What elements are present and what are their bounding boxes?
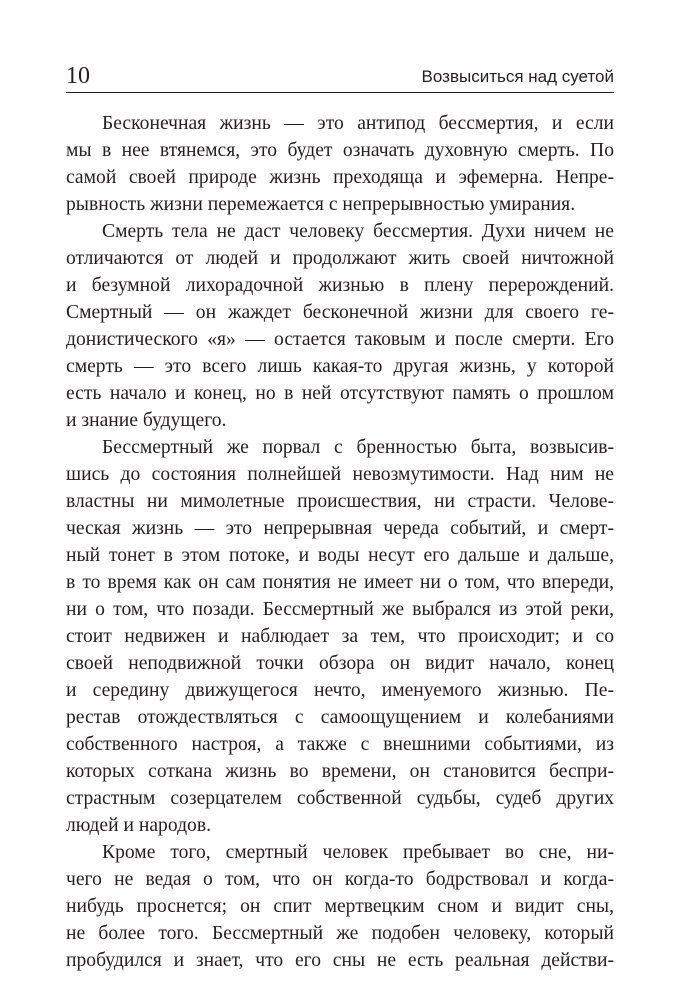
text-line: собственного настроя, а также с внешними событиями, из	[66, 734, 614, 755]
text-line: самой своей природе жизнь преходяща и эфемерна. Непре-	[66, 167, 614, 188]
text-line: донистического «я» — остается таковым и после смерти. Его	[66, 329, 614, 350]
text-body	[66, 110, 614, 974]
text-line: людей и народов.	[66, 815, 211, 836]
text-line: которых соткана жизнь во времени, он становится беспри-	[66, 761, 614, 782]
paragraph	[66, 839, 614, 974]
header-rule	[66, 92, 614, 93]
text-line: ни о том, что позади. Бессмертный же выбрался из этой реки,	[66, 599, 614, 620]
paragraph	[66, 218, 614, 434]
text-line: ческая жизнь — это непрерывная череда событий, и смерт-	[66, 518, 614, 539]
paragraph	[66, 434, 614, 839]
running-title: Возвыситься над суетой	[421, 67, 614, 86]
text-line: чего не ведая о том, что он когда-то бодрствовал и когда-	[66, 869, 614, 890]
text-line: ный тонет в этом потоке, и воды несут его дальше и дальше,	[66, 545, 614, 566]
paragraph	[66, 110, 614, 218]
text-line: не более того. Бессмертный же подобен человеку, который	[66, 923, 614, 944]
text-line: и знание будущего.	[66, 410, 227, 431]
text-line: смерть — это всего лишь какая-то другая жизнь, у которой	[66, 356, 614, 377]
page-header	[66, 62, 614, 92]
text-line: шись до состояния полнейшей невозмутимости. Над ним не	[66, 464, 614, 485]
text-line: Кроме того, смертный человек пребывает во сне, ни-	[102, 842, 614, 863]
text-line: мы в нее втянемся, это будет означать духовную смерть. По	[66, 140, 614, 161]
text-line: и середину движущегося нечто, именуемого жизнью. Пе-	[66, 680, 614, 701]
text-line: Бессмертный же порвал с бренностью быта, возвысив-	[102, 437, 614, 458]
text-line: рестав отождествляться с самоощущением и колебаниями	[66, 707, 614, 728]
text-line: пробудился и знает, что его сны не есть реальная действи-	[66, 950, 614, 971]
text-line: нибудь проснется; он спит мертвецким сном и видит сны,	[66, 896, 614, 917]
text-line: властны ни мимолетные происшествия, ни страсти. Челове-	[66, 491, 614, 512]
text-line: стоит недвижен и наблюдает за тем, что происходит; и со	[66, 626, 614, 647]
text-line: Смерть тела не даст человеку бессмертия. Духи ничем не	[102, 221, 614, 242]
text-line: в то время как он сам понятия не имеет ни о том, что впереди,	[66, 572, 614, 593]
text-line: и безумной лихорадочной жизнью в плену перерождений.	[66, 275, 614, 296]
text-line: Смертный — он жаждет бесконечной жизни для своего ге-	[66, 302, 614, 323]
text-line: страстным созерцателем собственной судьбы, судеб других	[66, 788, 614, 809]
page-number: 10	[66, 63, 90, 89]
text-line: Бесконечная жизнь — это антипод бессмертия, и если	[102, 113, 614, 134]
text-line: есть начало и конец, но в ней отсутствуют память о прошлом	[66, 383, 614, 404]
text-line: рывность жизни перемежается с непрерывностью умирания.	[66, 194, 576, 215]
text-line: своей неподвижной точки обзора он видит начало, конец	[66, 653, 614, 674]
text-line: отличаются от людей и продолжают жить своей ничтожной	[66, 248, 614, 269]
